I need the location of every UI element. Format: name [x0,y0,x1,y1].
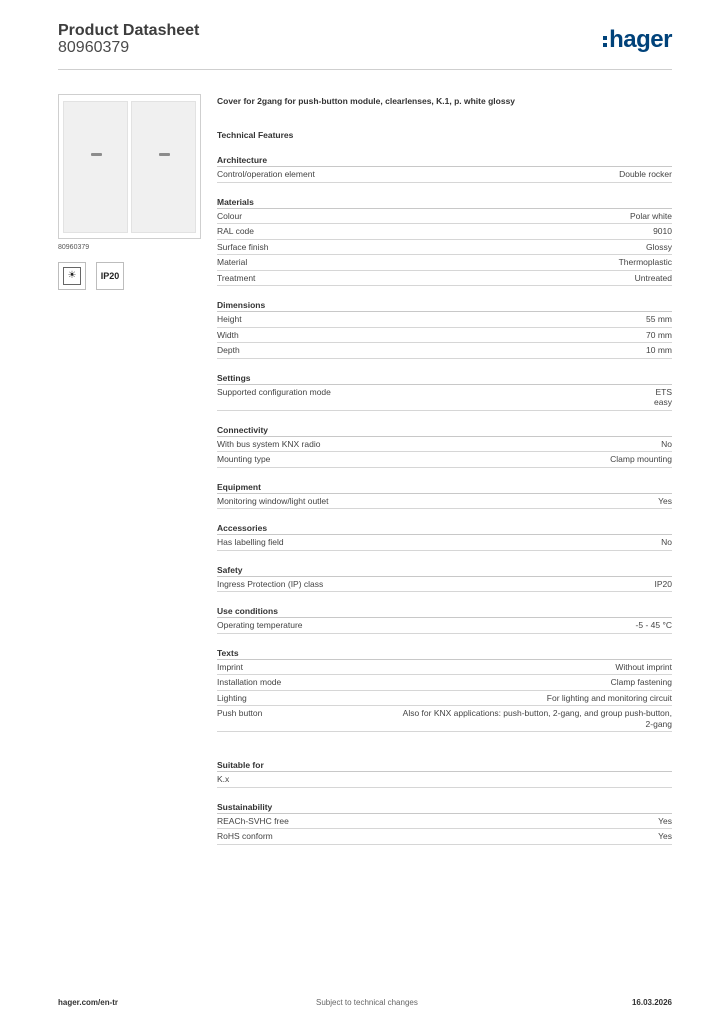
table-row: REACh-SVHC free Yes [217,814,672,830]
section-safety [217,565,672,593]
section-accessories [217,523,672,551]
section-title: Architecture [217,155,672,167]
product-description: Cover for 2gang for push-button module, clearlenses, K.1, p. white glossy [217,96,516,106]
section-dimensions [217,300,672,359]
table-row: Imprint Without imprint [217,660,672,676]
page-header [58,22,672,70]
section-use-conditions [217,606,672,634]
product-image [58,94,201,239]
table-row: RAL code 9010 [217,224,672,240]
table-row: K.x [217,772,672,788]
section-title: Materials [217,197,672,209]
table-row: Push button Also for KNX applications: push-button, 2-gang, and group push-button, 2-gang [217,706,672,732]
footer-date: 16.03.2026 [631,998,672,1007]
table-row: Control/operation element Double rocker [217,167,672,183]
section-title: Suitable for [217,760,672,772]
table-row: Mounting type Clamp mounting [217,452,672,468]
table-row: Surface finish Glossy [217,240,672,256]
table-row: Depth 10 mm [217,343,672,359]
section-title: Accessories [217,523,672,535]
table-row: Colour Polar white [217,209,672,225]
table-row: Supported configuration mode ETS easy [217,385,672,411]
technical-content [217,96,672,845]
light-icon: ☀ [63,267,81,285]
section-connectivity [217,425,672,468]
section-title: Settings [217,373,672,385]
section-title: Use conditions [217,606,672,618]
footer-website-link[interactable]: hager.com/en-tr [58,998,119,1007]
led-badge [58,262,86,290]
section-title: Dimensions [217,300,672,312]
image-caption: 80960379 [58,244,90,251]
section-sustainability [217,802,672,845]
section-title: Sustainability [217,802,672,814]
section-materials [217,197,672,287]
section-settings [217,373,672,411]
table-row: Monitoring window/light outlet Yes [217,494,672,510]
section-suitable-for [217,760,672,788]
table-row: RoHS conform Yes [217,829,672,845]
lens-icon [91,153,102,156]
section-texts [217,648,672,733]
document-title: Product Datasheet [58,22,200,39]
section-title: Safety [217,565,672,577]
lens-icon [159,153,170,156]
logo-text: hager [609,26,672,53]
table-row: Ingress Protection (IP) class IP20 [217,577,672,593]
section-title: Equipment [217,482,672,494]
table-row: Has labelling field No [217,535,672,551]
hager-logo [603,28,672,52]
section-title: Connectivity [217,425,672,437]
table-row: Width 70 mm [217,328,672,344]
rocker-left [63,101,128,233]
section-title: Texts [217,648,672,660]
table-row: Installation mode Clamp fastening [217,675,672,691]
table-row: Lighting For lighting and monitoring circuit [217,691,672,707]
table-row: Operating temperature -5 - 45 °C [217,618,672,634]
ip-badge: IP20 [96,262,124,290]
table-row: With bus system KNX radio No [217,437,672,453]
section-equipment [217,482,672,510]
document-number: 80960379 [58,39,130,56]
section-architecture [217,155,672,183]
table-row: Treatment Untreated [217,271,672,287]
rocker-right [131,101,196,233]
table-row: Material Thermoplastic [217,255,672,271]
table-row: Height 55 mm [217,312,672,328]
logo-dots-icon [603,36,607,47]
footer-note: Subject to technical changes [316,998,418,1007]
technical-features-title: Technical Features [217,130,294,140]
